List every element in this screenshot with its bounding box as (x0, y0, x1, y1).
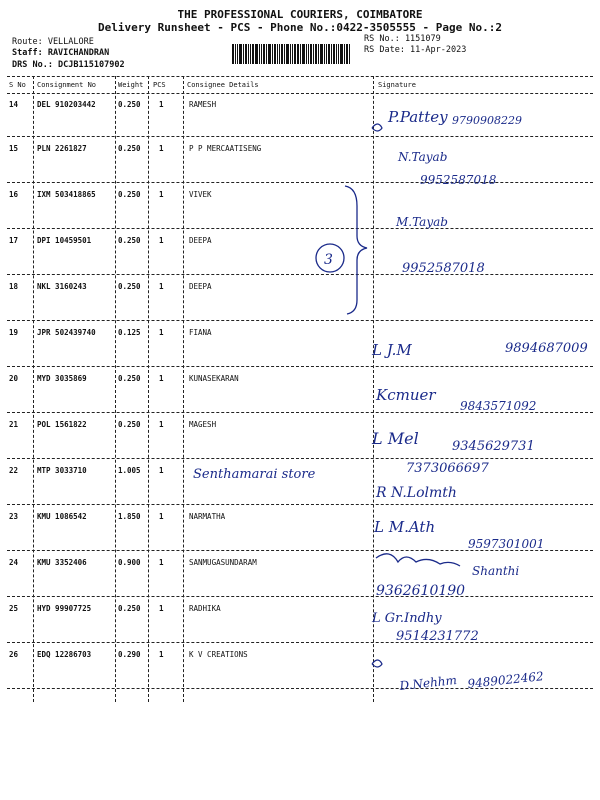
barcode-bar (346, 44, 348, 64)
phone-19: 9894687009 (505, 341, 588, 356)
row-sno: 19 (9, 328, 19, 337)
col-consignment: Consignment No (37, 81, 97, 89)
row-weight: 0.125 (118, 328, 141, 337)
barcode-bar (331, 44, 332, 64)
company-name: THE PROFESSIONAL COURIERS, COIMBATORE (177, 8, 423, 21)
phone-21: 9345629731 (452, 439, 535, 454)
table-row (7, 550, 593, 597)
barcode-bar (306, 44, 307, 64)
row-sno: 14 (9, 100, 19, 109)
table-row (7, 136, 593, 183)
row-consignment-no: PLN 2261827 (37, 144, 87, 153)
phone-16-18: 9952587018 (402, 261, 485, 276)
row-weight: 0.250 (118, 604, 141, 613)
row-consignment-no: POL 1561822 (37, 420, 87, 429)
barcode-bar (320, 44, 323, 64)
row-pcs: 1 (159, 420, 164, 429)
barcode-bar (336, 44, 337, 64)
name-24: Shanthi (472, 564, 520, 578)
barcode-bar (248, 44, 249, 64)
row-consignment-no: NKL 3160243 (37, 282, 87, 291)
phone-14: 9790908229 (452, 114, 522, 127)
row-consignee: SANMUGASUNDARAM (189, 558, 257, 567)
row-sno: 15 (9, 144, 19, 153)
barcode-bar (324, 44, 325, 64)
row-pcs: 1 (159, 282, 164, 291)
parcel-count: 3 (324, 252, 333, 268)
barcode-bar (328, 44, 330, 64)
barcode-bar (255, 44, 258, 64)
col-sno: S No (9, 81, 26, 89)
row-consignee: K V CREATIONS (189, 650, 248, 659)
phone-23: 9597301001 (468, 537, 545, 551)
signature-14: P.Pattey (388, 108, 448, 126)
barcode-bar (326, 44, 327, 64)
barcode-bar (340, 44, 343, 64)
row-weight: 0.290 (118, 650, 141, 659)
col-weight: Weight (118, 81, 144, 89)
row-consignment-no: HYD 99907725 (37, 604, 92, 613)
signature-26: D.Nehhm (398, 673, 458, 693)
signature-22: R N.Lolmth (376, 485, 457, 501)
row-consignment-no: IXM 503418865 (37, 190, 96, 199)
row-weight: 0.250 (118, 100, 141, 109)
row-consignment-no: JPR 502439740 (37, 328, 96, 337)
signature-15: N.Tayab (398, 150, 448, 164)
row-consignment-no: DPI 10459501 (37, 236, 92, 245)
row-sno: 24 (9, 558, 19, 567)
row-consignment-no: DEL 910203442 (37, 100, 96, 109)
row-pcs: 1 (159, 604, 164, 613)
row-weight: 0.250 (118, 144, 141, 153)
phone-15: 9952587018 (420, 173, 497, 187)
row-consignee: MAGESH (189, 420, 217, 429)
barcode-bar (263, 44, 265, 64)
rs-date: RS Date: 11-Apr-2023 (364, 45, 467, 55)
row-pcs: 1 (159, 328, 164, 337)
row-consignee: KUNASEKARAN (189, 374, 239, 383)
col-signature: Signature (378, 81, 416, 89)
col-consignee: Consignee Details (187, 81, 259, 89)
row-pcs: 1 (159, 190, 164, 199)
row-consignee: DEEPA (189, 236, 212, 245)
row-consignee: RAMESH (189, 100, 217, 109)
row-pcs: 1 (159, 144, 164, 153)
staff-label: Staff: RAVICHANDRAN (12, 48, 110, 58)
barcode-bar (290, 44, 291, 64)
row-weight: 0.900 (118, 558, 141, 567)
table-row (7, 458, 593, 505)
row-pcs: 1 (159, 512, 164, 521)
row-sno: 21 (9, 420, 19, 429)
barcode-bar (302, 44, 305, 64)
barcode-bar (261, 44, 262, 64)
row-weight: 0.250 (118, 282, 141, 291)
phone-20: 9843571092 (460, 399, 537, 413)
phone-26: 9489022462 (466, 669, 545, 691)
row-sno: 23 (9, 512, 19, 521)
signature-20: Kcmuer (376, 386, 436, 404)
row-consignee: RADHIKA (189, 604, 221, 613)
table-row (7, 92, 593, 137)
row-pcs: 1 (159, 650, 164, 659)
barcode-bar (245, 44, 247, 64)
row-sno: 18 (9, 282, 19, 291)
row-weight: 0.250 (118, 374, 141, 383)
row-sno: 16 (9, 190, 19, 199)
row-weight: 1.850 (118, 512, 141, 521)
barcode-bar (292, 44, 293, 64)
row-weight: 0.250 (118, 236, 141, 245)
barcode-bar (318, 44, 319, 64)
barcode-bar (279, 44, 280, 64)
signature-23: L M.Ath (374, 518, 436, 536)
barcode-bar (286, 44, 289, 64)
row-sno: 17 (9, 236, 19, 245)
row-consignment-no: EDQ 12286703 (37, 650, 92, 659)
barcode-bar (338, 44, 339, 64)
barcode-bar (349, 44, 350, 64)
signature-19: L J.M (372, 341, 412, 359)
row-pcs: 1 (159, 466, 164, 475)
rs-number: RS No.: 1151079 (364, 34, 441, 44)
barcode-bar (315, 44, 317, 64)
barcode-bar (235, 44, 236, 64)
row-sno: 20 (9, 374, 19, 383)
drs-number: DRS No.: DCJB115107902 (12, 60, 125, 70)
row-weight: 0.250 (118, 190, 141, 199)
barcode-bar (300, 44, 301, 64)
handwritten-consignee-22: Senthamarai store (193, 467, 316, 482)
row-consignee: NARMATHA (189, 512, 226, 521)
table-row (7, 274, 593, 321)
row-consignee: VIVEK (189, 190, 212, 199)
barcode-bar (250, 44, 251, 64)
barcode-bar (281, 44, 283, 64)
row-pcs: 1 (159, 236, 164, 245)
table-row (7, 504, 593, 551)
row-weight: 0.250 (118, 420, 141, 429)
barcode-bar (310, 44, 312, 64)
barcode-bar (239, 44, 242, 64)
row-consignee: FIANA (189, 328, 212, 337)
phone-24: 9362610190 (376, 583, 466, 599)
barcode-bar (266, 44, 267, 64)
table-row (7, 412, 593, 459)
row-weight: 1.005 (118, 466, 141, 475)
table-row (7, 320, 593, 367)
signature-25: L Gr.Indhy (372, 611, 442, 626)
table-row (7, 642, 593, 689)
barcode-bar (232, 44, 234, 64)
row-consignment-no: KMU 1086542 (37, 512, 87, 521)
barcode-bar (297, 44, 299, 64)
row-consignment-no: MYD 3035869 (37, 374, 87, 383)
row-sno: 26 (9, 650, 19, 659)
barcode (232, 44, 362, 64)
row-consignee: DEEPA (189, 282, 212, 291)
barcode-bar (284, 44, 285, 64)
table-row (7, 228, 593, 275)
row-sno: 22 (9, 466, 19, 475)
table-row (7, 366, 593, 413)
row-sno: 25 (9, 604, 19, 613)
runsheet-title: Delivery Runsheet - PCS - Phone No.:0422-3505555 - Page No.:2 (98, 21, 502, 34)
row-consignment-no: MTP 3033710 (37, 466, 87, 475)
row-pcs: 1 (159, 374, 164, 383)
barcode-bar (252, 44, 254, 64)
route-label: Route: VELLALORE (12, 37, 94, 47)
table-row (7, 596, 593, 643)
barcode-bar (294, 44, 296, 64)
row-pcs: 1 (159, 558, 164, 567)
signature-16-18: M.Tayab (396, 215, 448, 229)
row-pcs: 1 (159, 100, 164, 109)
barcode-bar (333, 44, 335, 64)
barcode-bar (272, 44, 273, 64)
barcode-bar (277, 44, 278, 64)
row-consignment-no: KMU 3352406 (37, 558, 87, 567)
table-row (7, 182, 593, 229)
phone-25: 9514231772 (396, 629, 479, 644)
barcode-bar (243, 44, 244, 64)
barcode-bar (308, 44, 309, 64)
barcode-bar (344, 44, 345, 64)
barcode-bar (237, 44, 238, 64)
barcode-bar (268, 44, 271, 64)
barcode-bar (259, 44, 260, 64)
row-consignee: P P MERCAATISENG (189, 144, 262, 153)
signature-21: L Mel (372, 429, 419, 448)
phone-22: 7373066697 (406, 461, 489, 476)
col-pcs: PCS (153, 81, 166, 89)
barcode-bar (274, 44, 276, 64)
barcode-bar (313, 44, 314, 64)
